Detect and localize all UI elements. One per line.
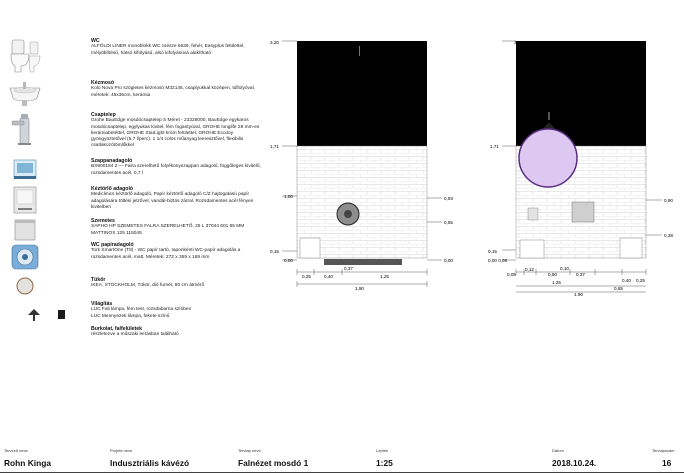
level-label: 1,71	[270, 144, 279, 149]
dimension-label: 0,50	[548, 272, 557, 277]
item-description: Tork SmartOne (T8) - WC papír tartó, Iaponkénti WC-papír adagolás a rozsdamentes acél, matt, Méretek: 272 x 369 x 169 mm	[91, 248, 241, 260]
mirror-icon	[8, 277, 42, 295]
item-title: Szemetes	[91, 218, 115, 224]
designer-label: Tervező neve	[4, 448, 28, 453]
level-label: 0,15	[488, 249, 497, 254]
scale-label: Lépték	[376, 448, 389, 453]
dimension-label: 0,40	[324, 274, 333, 279]
item-description: Grohe BauEdge mosdócsaptelep S Méret - 23328000, BauEdge egykaros mosdócsaptelep, egylyukas kivitel, fém fogantyúval, GROHE longlife 28 mm-es kerámiabetéttel, GROHE StarLight króm felülettel, GROHE EcoJoy gyöngyöztetővel (5,7 l/perc). 1 1/4 colos műanyag leeresztővel, flexibilis csatlakozótömlőkkel	[91, 118, 260, 149]
item-description: SAPHO HP SZEMETES FALRA SZERELHETŐ, 25 L 37044 601 65 MM MATTINOX 125 115045	[91, 224, 245, 236]
item-description: részletezve a műszaki leírásban található	[91, 332, 179, 338]
toilet-outline	[620, 238, 642, 258]
title-block	[0, 448, 684, 474]
item-title: Kézmosó	[91, 80, 115, 86]
sink-icon	[8, 80, 42, 108]
level-label: 0,90	[664, 198, 673, 203]
date-label: Dátum	[552, 448, 564, 453]
sheet-number: 16	[662, 458, 672, 468]
toilet-outline	[300, 238, 320, 258]
item-description: LUC Fali lámpa, fém test, rozsdabarna színben LUC Mennyezeti lámpa, fekete színű	[91, 307, 192, 319]
elevation-left	[262, 34, 462, 296]
soap-dispenser-icon	[8, 158, 42, 182]
product-list	[0, 0, 270, 360]
item-title: Szappanadagoló	[91, 158, 133, 164]
project-label: Projekt neve	[110, 448, 133, 453]
upper-wall	[297, 41, 427, 146]
elevation-right	[484, 34, 684, 296]
level-label: 0,00	[444, 258, 453, 263]
item-title: WC	[91, 38, 100, 44]
trash-bin-icon	[8, 218, 42, 242]
towel-dispenser	[572, 202, 594, 222]
faucet-icon	[8, 112, 42, 146]
item-title: Tükör	[91, 277, 106, 283]
dimension-label: 0,37	[576, 272, 585, 277]
upper-wall	[516, 41, 646, 146]
item-title: Csaptelep	[91, 112, 116, 118]
dimension-label: 0,12	[525, 267, 534, 272]
dimension-label: 0,05	[507, 272, 516, 277]
level-label: 3,20	[514, 40, 523, 45]
wall-lamp	[359, 46, 360, 56]
toilet-paper-icon	[8, 242, 42, 272]
dimension-label: 0,25	[636, 278, 645, 283]
level-label: 0,38	[664, 233, 673, 238]
sheet-number-label: Tervlapszám	[652, 448, 675, 453]
dimension-label: 1,25	[380, 274, 389, 279]
dimension-label: 0,65	[614, 286, 623, 291]
item-description: Kolo Nova Pro szögletes kézmosó M32146, csaplyukkal középen, túlfolyóval, méretek: 45x35cm, kerámia	[91, 86, 255, 98]
drawing-name: Falnézet mosdó 1	[238, 458, 309, 468]
date-value: 2018.10.24.	[552, 458, 597, 468]
item-title: Burkolat, falfelületek	[91, 326, 143, 332]
item-title: Világítás	[91, 301, 113, 307]
item-description: BX900184 2 — Falra szerelhető folyékonyszappan adagoló, függőleges kivitelű, rozsdamentes acél, 0,7 l	[91, 164, 261, 176]
toilet-icon	[8, 38, 42, 74]
item-title: WC papíradagoló	[91, 242, 134, 248]
item-description: IKEA, STOCKHOLM, Tükör, dió furnér, 80 cm átmérő	[91, 283, 205, 289]
dimension-label: 0,25	[302, 274, 311, 279]
floor-strip	[324, 259, 402, 265]
project-name: Indusztriális kávézó	[110, 458, 190, 468]
towel-dispenser-icon	[8, 186, 42, 216]
level-label: 0,15	[270, 249, 279, 254]
dimension-label: 0,37	[344, 266, 353, 271]
dimension-label: 1,90	[574, 292, 583, 296]
level-label: 1,00	[284, 194, 293, 199]
soap-dispenser	[528, 208, 538, 220]
level-label: 1,71	[490, 144, 499, 149]
sink-outline	[520, 240, 544, 258]
level-label: 0,93	[444, 196, 453, 201]
dimension-label: 0,40	[622, 278, 631, 283]
item-title: Kéztörlő adagoló	[91, 186, 134, 192]
designer-name: Rohn Kinga	[4, 458, 51, 468]
level-label: 0,00	[284, 258, 293, 263]
item-description: ALFÖLDI LINER monoblokk WC csésze 6639, fehér, Easyplus felülettel, mélyöblítésű, hátsó kifolyású, alsó kifolyásúvá alakítható	[91, 44, 245, 56]
lamp-icon	[22, 305, 72, 325]
level-label: 0,00 0,00	[488, 258, 508, 263]
dimension-label: 1,90	[355, 286, 364, 291]
round-mirror	[519, 129, 577, 187]
dimension-label: 0,10	[560, 266, 569, 271]
level-label: 0,55	[444, 220, 453, 225]
scale-value: 1:25	[376, 458, 393, 468]
item-description: Mediclinics kéztörlő adagoló, Papír kéztörlő adagoló C/Z hajtogatású papír adagolására töltési jelzővel, vandál-biztos zárral. Rozsdamentes acél fényes kivitelben	[91, 192, 254, 210]
dimension-label: 1,25	[552, 280, 561, 285]
level-label: 3,20	[270, 40, 279, 45]
title-block-divider	[0, 472, 684, 473]
drawing-label: Tervlap neve	[238, 448, 261, 453]
